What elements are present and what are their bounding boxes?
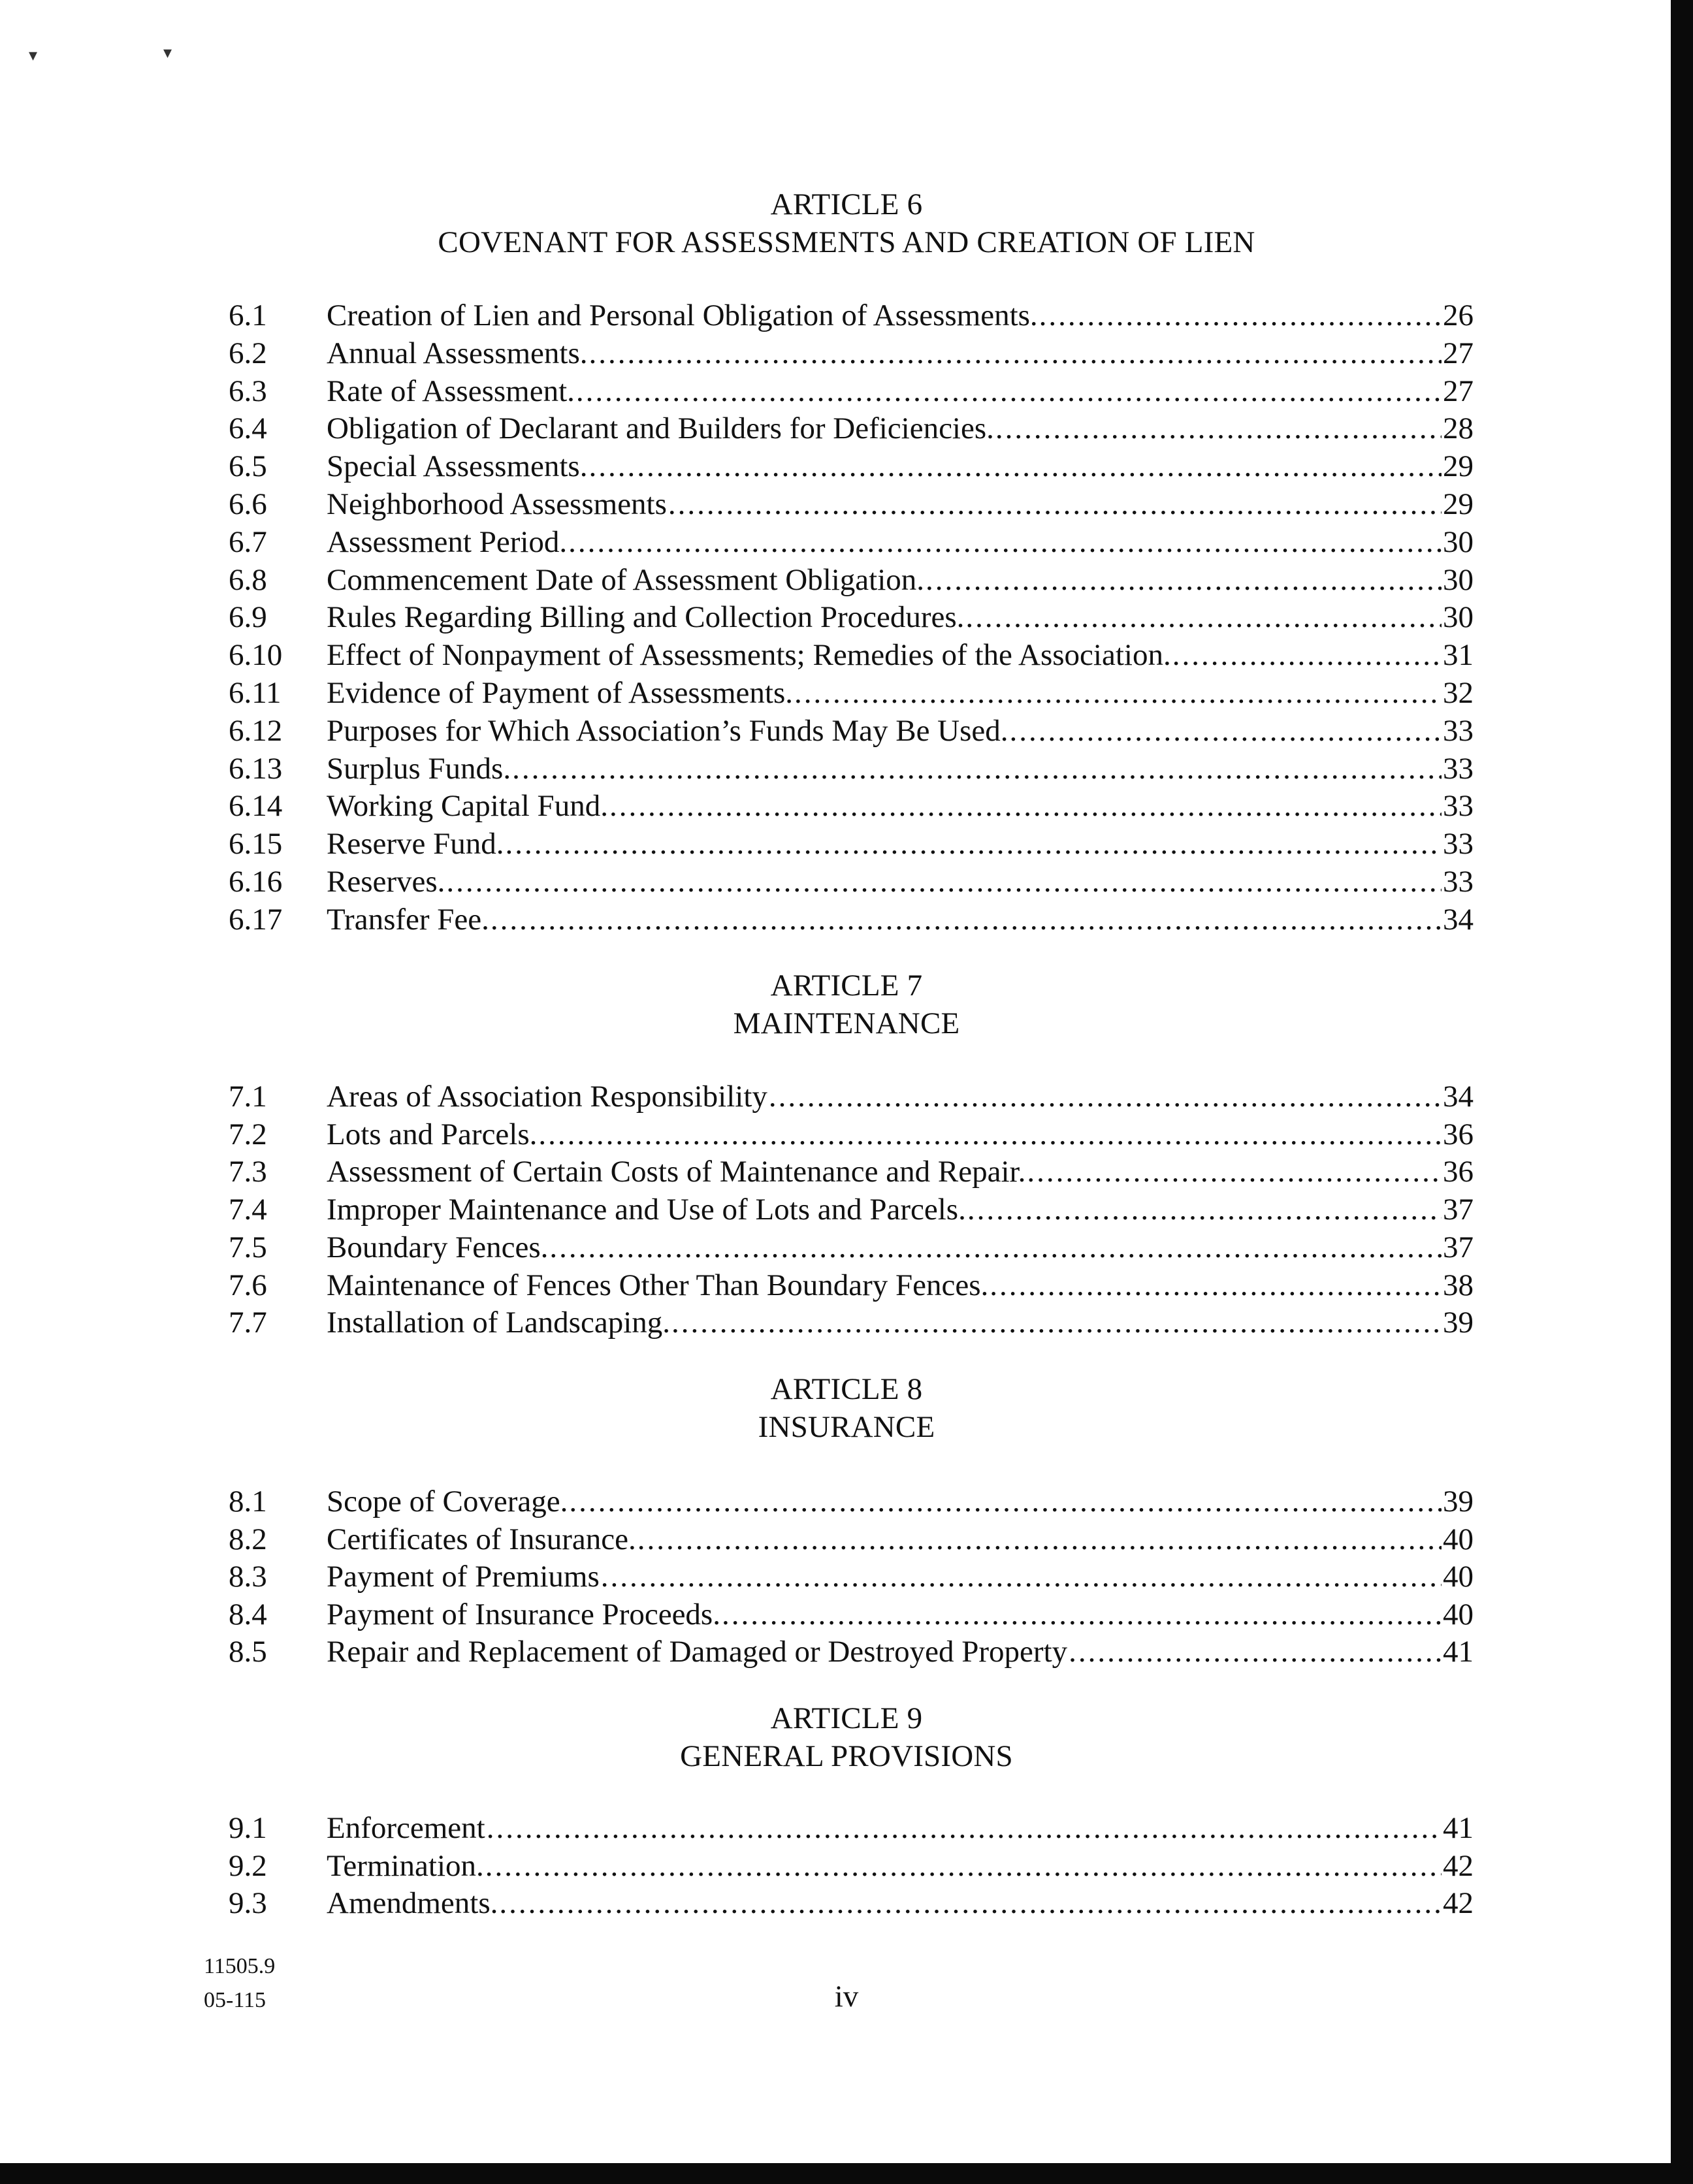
toc-entry [0, 447, 1693, 485]
page-reference: 42 [1443, 1886, 1474, 1920]
scan-border-bottom [0, 2163, 1693, 2184]
entry-line [327, 1153, 1474, 1191]
article-title: MAINTENANCE [733, 1006, 960, 1040]
page-reference: 41 [1443, 1635, 1474, 1669]
article-number: ARTICLE 8 [770, 1372, 923, 1406]
dot-leader [601, 1558, 1442, 1596]
entry-line [327, 1116, 1474, 1153]
page-reference: 27 [1443, 374, 1474, 408]
page-reference: 40 [1443, 1560, 1474, 1594]
section-title: Certificates of Insurance. [327, 1522, 636, 1556]
dot-leader [1039, 297, 1442, 334]
section-title: Scope of Coverage. [327, 1485, 568, 1518]
section-number: 6.14 [229, 789, 283, 824]
toc-entry [0, 1558, 1693, 1596]
entry-line [327, 1304, 1474, 1341]
page-reference: 30 [1443, 524, 1474, 559]
section-number: 6.13 [229, 751, 283, 786]
section-title: Reserve Fund. [327, 827, 504, 861]
dot-leader [995, 410, 1442, 447]
section-number: 6.17 [229, 902, 283, 937]
article-8 [0, 1370, 1693, 1446]
toc-entry [0, 1266, 1693, 1304]
entry-line [327, 1520, 1474, 1558]
page-reference: 39 [1443, 1306, 1474, 1340]
entry-line [327, 523, 1474, 561]
dot-leader [671, 1304, 1442, 1341]
toc-entry [0, 674, 1693, 712]
dot-leader [967, 1191, 1442, 1228]
toc-entry [0, 863, 1693, 901]
section-number: 7.5 [229, 1230, 267, 1264]
toc-entry [0, 1153, 1693, 1191]
section-title: Obligation of Declarant and Builders for Deficiencies. [327, 411, 994, 446]
section-title: Rate of Assessment. [327, 374, 575, 408]
toc-entry [0, 410, 1693, 447]
entry-line [327, 447, 1474, 485]
entry-line [327, 1228, 1474, 1266]
page-reference: 34 [1443, 1080, 1474, 1114]
page-number: iv [834, 1980, 859, 2014]
dot-leader [568, 523, 1442, 561]
section-title: Reserves. [327, 865, 445, 899]
dot-leader [538, 1116, 1442, 1153]
page-reference: 28 [1443, 411, 1474, 446]
section-number: 7.6 [229, 1268, 267, 1302]
dot-leader [990, 1266, 1442, 1304]
toc-entry [0, 1596, 1693, 1633]
entry-line [327, 750, 1474, 788]
section-number: 9.1 [229, 1811, 267, 1845]
section-title: Surplus Funds. [327, 751, 511, 786]
section-number: 7.3 [229, 1155, 267, 1189]
section-title: Repair and Replacement of Damaged or Destroyed Property [327, 1635, 1068, 1669]
section-number: 9.2 [229, 1848, 267, 1883]
dot-leader [722, 1596, 1442, 1633]
article-heading [0, 967, 1693, 1042]
page-reference: 33 [1443, 789, 1474, 824]
article-heading [0, 185, 1693, 261]
dot-leader [549, 1228, 1442, 1266]
section-number: 8.2 [229, 1522, 267, 1556]
toc-entry [0, 485, 1693, 523]
page-reference: 29 [1443, 449, 1474, 484]
entry-line [327, 787, 1474, 825]
entry-line [327, 485, 1474, 523]
section-title: Assessment Period. [327, 524, 568, 559]
entry-line [327, 636, 1474, 674]
dot-leader [637, 1520, 1442, 1558]
section-number: 6.2 [229, 336, 267, 370]
section-number: 8.3 [229, 1560, 267, 1594]
dot-leader [794, 674, 1442, 712]
toc-entry [0, 523, 1693, 561]
section-title: Amendments. [327, 1886, 498, 1920]
toc-entry [0, 1116, 1693, 1153]
section-number: 8.1 [229, 1485, 267, 1518]
dot-leader [485, 1847, 1442, 1885]
page-reference: 32 [1443, 676, 1474, 710]
entry-line [327, 1558, 1474, 1596]
page-reference: 33 [1443, 713, 1474, 748]
page-reference: 36 [1443, 1155, 1474, 1189]
section-title: Installation of Landscaping. [327, 1306, 670, 1340]
toc-entry [0, 901, 1693, 939]
entry-line [327, 1633, 1474, 1671]
toc-entry [0, 787, 1693, 825]
section-number: 7.7 [229, 1306, 267, 1340]
section-title: Creation of Lien and Personal Obligation of Assessments. [327, 298, 1038, 332]
section-title: Special Assessments. [327, 449, 588, 484]
entry-line [327, 1483, 1474, 1520]
page-reference: 40 [1443, 1522, 1474, 1556]
dot-leader [499, 1884, 1442, 1922]
page-reference: 26 [1443, 298, 1474, 332]
page-reference: 30 [1443, 562, 1474, 597]
section-number: 8.5 [229, 1635, 267, 1669]
section-title: Transfer Fee. [327, 902, 489, 937]
page-reference: 41 [1443, 1811, 1474, 1845]
entry-line [327, 372, 1474, 410]
toc-entry [0, 1078, 1693, 1116]
entry-line [327, 1809, 1474, 1847]
article-heading [0, 1370, 1693, 1446]
toc-entry [0, 1483, 1693, 1520]
article-number: ARTICLE 6 [770, 187, 923, 221]
section-title: Effect of Nonpayment of Assessments; Remedies of the Association. [327, 638, 1171, 673]
section-title: Lots and Parcels. [327, 1117, 538, 1151]
document-code: 11505.9 [204, 1954, 276, 1978]
section-title: Annual Assessments. [327, 336, 588, 370]
section-title: Boundary Fences. [327, 1230, 549, 1264]
section-number: 7.2 [229, 1117, 267, 1151]
entry-line [327, 598, 1474, 636]
toc-entry [0, 712, 1693, 750]
page-reference: 29 [1443, 487, 1474, 521]
dot-leader [668, 485, 1442, 523]
page-reference: 34 [1443, 902, 1474, 937]
dot-leader [576, 372, 1442, 410]
toc-entry [0, 1228, 1693, 1266]
entry-line [327, 674, 1474, 712]
article-title: GENERAL PROVISIONS [680, 1739, 1013, 1773]
toc-entry [0, 1304, 1693, 1341]
dot-leader [569, 1483, 1442, 1520]
toc-entry [0, 372, 1693, 410]
section-title: Maintenance of Fences Other Than Boundary Fences. [327, 1268, 989, 1302]
section-number: 6.3 [229, 374, 267, 408]
entry-line [327, 334, 1474, 372]
toc-entry [0, 1884, 1693, 1922]
page-reference: 37 [1443, 1230, 1474, 1264]
section-number: 6.4 [229, 411, 267, 446]
entry-line [327, 863, 1474, 901]
section-title: Assessment of Certain Costs of Maintenance and Repair. [327, 1155, 1026, 1189]
article-9 [0, 1699, 1693, 1775]
section-title: Payment of Insurance Proceeds. [327, 1597, 720, 1631]
page-reference: 42 [1443, 1848, 1474, 1883]
toc-entry [0, 1847, 1693, 1885]
page-reference: 36 [1443, 1117, 1474, 1151]
dot-leader [609, 787, 1442, 825]
dot-leader [506, 825, 1442, 863]
page-reference: 39 [1443, 1485, 1474, 1518]
section-number: 6.15 [229, 827, 283, 861]
dot-leader [1027, 1153, 1442, 1191]
section-number: 6.7 [229, 524, 267, 559]
section-number: 6.10 [229, 638, 283, 673]
section-title: Areas of Association Responsibility [327, 1080, 767, 1114]
page-reference: 33 [1443, 865, 1474, 899]
toc-entry [0, 1633, 1693, 1671]
entry-line [327, 410, 1474, 447]
section-title: Termination. [327, 1848, 484, 1883]
toc-entry [0, 561, 1693, 599]
dot-leader [589, 334, 1442, 372]
toc-entry [0, 636, 1693, 674]
article-7 [0, 967, 1693, 1042]
section-title: Neighborhood Assessments [327, 487, 667, 521]
scan-speck: ▾ [163, 43, 172, 63]
section-number: 9.3 [229, 1886, 267, 1920]
entry-line [327, 901, 1474, 939]
toc-entry [0, 1191, 1693, 1228]
article-number: ARTICLE 9 [770, 1701, 923, 1735]
section-number: 7.4 [229, 1193, 267, 1227]
dot-leader [1010, 712, 1442, 750]
page-reference: 31 [1443, 638, 1474, 673]
toc-entry [0, 334, 1693, 372]
entry-line [327, 561, 1474, 599]
dot-leader [769, 1078, 1442, 1116]
section-title: Evidence of Payment of Assessments. [327, 676, 794, 710]
dot-leader [512, 750, 1442, 788]
dot-leader [1172, 636, 1442, 674]
toc-entry [0, 1809, 1693, 1847]
section-number: 6.1 [229, 298, 267, 332]
entry-line [327, 1884, 1474, 1922]
section-number: 6.16 [229, 865, 283, 899]
toc-entry [0, 297, 1693, 334]
toc-entry [0, 598, 1693, 636]
section-title: Enforcement [327, 1811, 485, 1845]
entry-line [327, 712, 1474, 750]
page-reference: 40 [1443, 1597, 1474, 1631]
article-number: ARTICLE 7 [770, 969, 923, 1003]
section-title: Rules Regarding Billing and Collection Procedures. [327, 600, 965, 635]
entry-line [327, 1266, 1474, 1304]
section-title: Payment of Premiums [327, 1560, 600, 1594]
section-number: 6.6 [229, 487, 267, 521]
page-reference: 27 [1443, 336, 1474, 370]
section-number: 6.5 [229, 449, 267, 484]
dot-leader [1069, 1633, 1442, 1671]
article-heading [0, 1699, 1693, 1775]
article-title: COVENANT FOR ASSESSMENTS AND CREATION OF LIEN [438, 225, 1255, 259]
section-number: 6.8 [229, 562, 267, 597]
section-number: 6.11 [229, 676, 282, 710]
entry-line [327, 1596, 1474, 1633]
dot-leader [589, 447, 1442, 485]
toc-entry [0, 1520, 1693, 1558]
scan-speck: ▾ [29, 46, 38, 65]
section-title: Working Capital Fund. [327, 789, 608, 824]
section-title: Purposes for Which Association’s Funds May Be Used. [327, 713, 1008, 748]
page-reference: 38 [1443, 1268, 1474, 1302]
page-reference: 30 [1443, 600, 1474, 635]
entry-line [327, 1191, 1474, 1228]
dot-leader [487, 1809, 1442, 1847]
page-reference: 37 [1443, 1193, 1474, 1227]
document-code: 05-115 [204, 1988, 266, 2012]
scan-border-right [1671, 0, 1693, 2184]
section-number: 7.1 [229, 1080, 267, 1114]
toc-entry [0, 750, 1693, 788]
section-title: Improper Maintenance and Use of Lots and Parcels. [327, 1193, 966, 1227]
page-reference: 33 [1443, 827, 1474, 861]
section-number: 6.9 [229, 600, 267, 635]
entry-line [327, 1847, 1474, 1885]
entry-line [327, 825, 1474, 863]
section-title: Commencement Date of Assessment Obligation. [327, 562, 925, 597]
article-title: INSURANCE [758, 1410, 935, 1444]
article-6 [0, 185, 1693, 261]
dot-leader [926, 561, 1442, 599]
dot-leader [491, 901, 1442, 939]
section-number: 6.12 [229, 713, 283, 748]
entry-line [327, 1078, 1474, 1116]
page-reference: 33 [1443, 751, 1474, 786]
dot-leader [965, 598, 1442, 636]
entry-line [327, 297, 1474, 334]
dot-leader [446, 863, 1442, 901]
section-number: 8.4 [229, 1597, 267, 1631]
toc-entry [0, 825, 1693, 863]
